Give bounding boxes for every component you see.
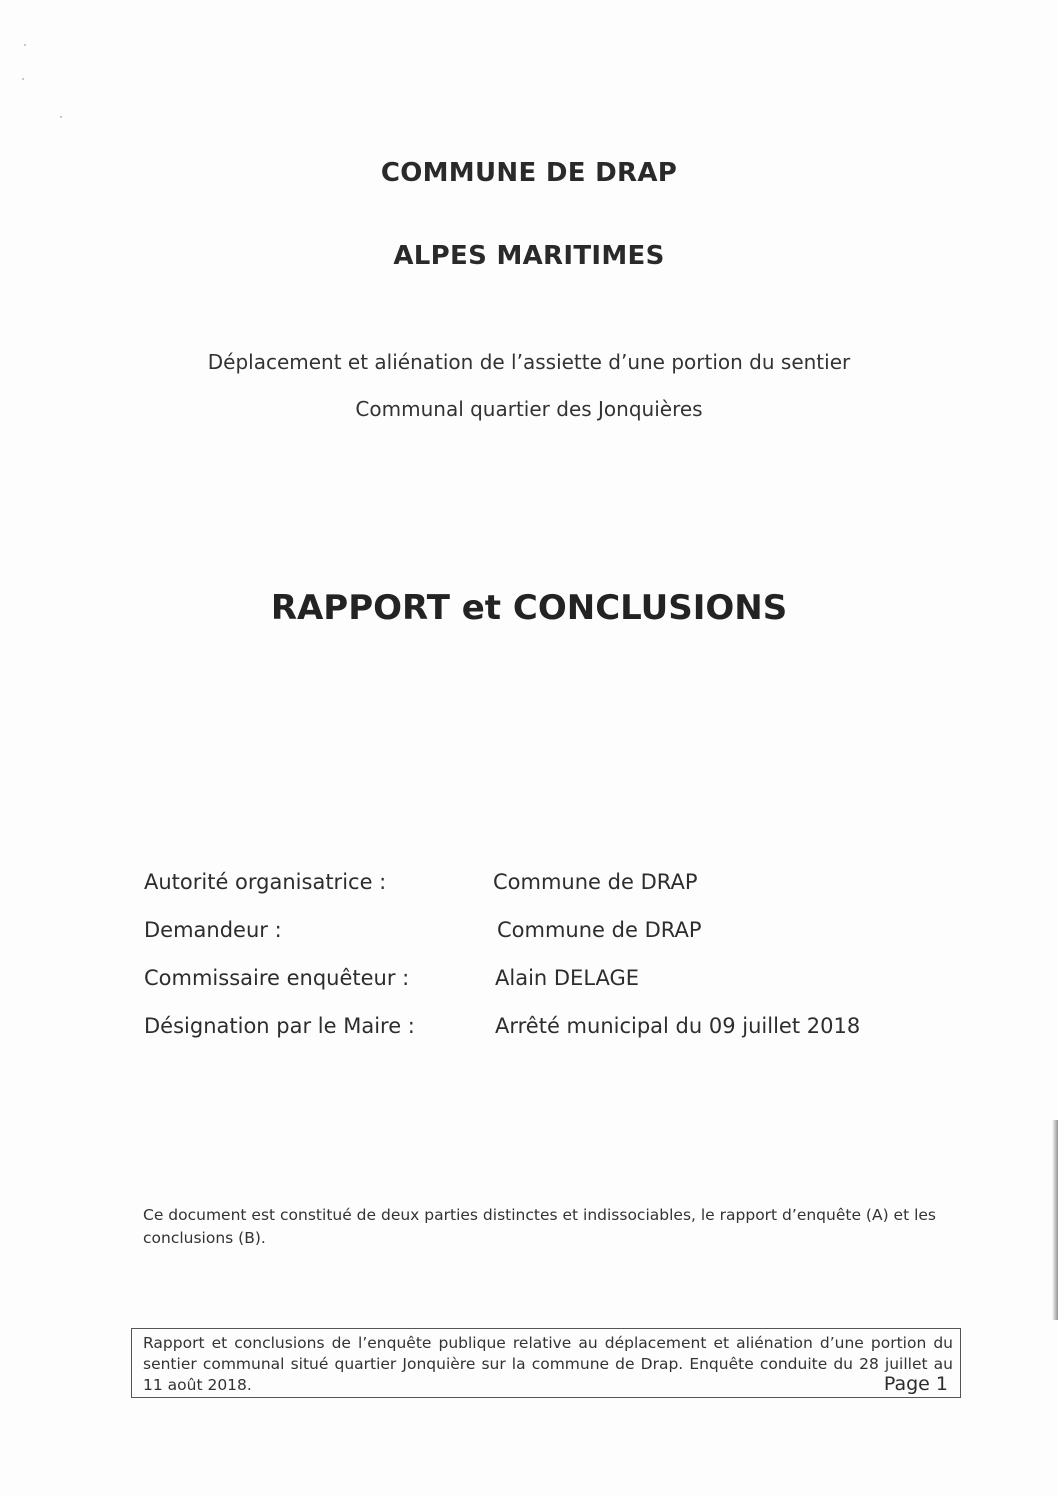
info-value: Arrêté municipal du 09 juillet 2018: [495, 1014, 861, 1038]
info-label: Autorité organisatrice :: [144, 870, 387, 894]
page-footer: [131, 1328, 961, 1398]
document-note: Ce document est constitué de deux parties distinctes et indissociables, le rapport d’enquête (A) et les conclusions (B).: [143, 1206, 936, 1247]
info-value: Commune de DRAP: [497, 918, 702, 942]
scan-speck: [24, 44, 26, 46]
info-label: Commissaire enquêteur :: [144, 966, 410, 990]
subject-line-2: Communal quartier des Jonquières: [355, 397, 703, 421]
commune-heading: COMMUNE DE DRAP: [380, 158, 678, 188]
info-value: Commune de DRAP: [493, 870, 698, 894]
info-label: Désignation par le Maire :: [144, 1014, 415, 1038]
department-heading: ALPES MARITIMES: [393, 241, 665, 271]
page-number: Page 1: [883, 1373, 948, 1395]
document-title: RAPPORT et CONCLUSIONS: [270, 588, 788, 628]
scan-speck: [60, 116, 62, 118]
scan-speck: [22, 78, 24, 80]
info-label: Demandeur :: [144, 918, 282, 942]
info-value: Alain DELAGE: [495, 966, 640, 990]
scan-edge-shadow: [1052, 1120, 1058, 1320]
subject-line-1: Déplacement et aliénation de l’assiette d’une portion du sentier: [207, 350, 851, 374]
footer-text: Rapport et conclusions de l’enquête publique relative au déplacement et aliénation d’une portion du sentier communal situé quartier Jonquière sur la commune de Drap. Enquête conduite du 28 juillet au 11 août 2018.: [143, 1334, 953, 1394]
